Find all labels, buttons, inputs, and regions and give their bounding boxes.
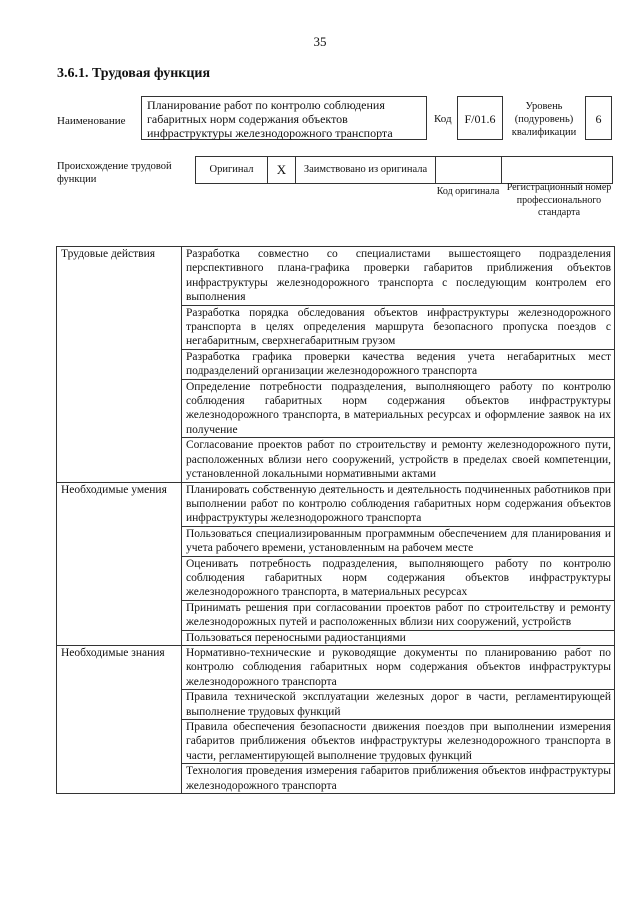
reg-number-cell xyxy=(502,157,612,183)
section-item: Разработка порядка обследования объектов инфраструктуры железнодорожного транспорта в целях определения маршрута безопасного пропуска поездов с негабаритным, сверхнегабаритным грузом xyxy=(182,305,615,349)
section-item: Пользоваться переносными радиостанциями xyxy=(182,630,615,645)
section-item: Определение потребности подразделения, выполняющего работу по контролю соблюдения габаритных норм содержания объектов инфраструктуры железнодорожного транспорта, в материальных ресурсах и оформление заявок на их получение xyxy=(182,379,615,438)
function-table xyxy=(56,246,615,794)
origin-row xyxy=(195,156,613,184)
level-label: Уровень (подуровень) квалификации xyxy=(511,101,577,138)
section-item: Нормативно-технические и руководящие документы по планированию работ по контролю соблюдения габаритных норм содержания объектов инфраструктуры железнодорожного транспорта xyxy=(182,645,615,689)
section-item: Планировать собственную деятельность и деятельность подчиненных работников при выполнении работ по контролю соблюдения габаритных норм содержания объектов инфраструктуры железнодорожного транспорта xyxy=(182,482,615,526)
section-item: Оценивать потребность подразделения, выполняющего работу по контролю соблюдения габаритных норм содержания объектов инфраструктуры железнодорожного транспорта, в материальных ресурсах xyxy=(182,556,615,600)
table-row xyxy=(57,247,615,306)
section-item: Пользоваться специализированным программным обеспечением для планирования и учета рабочего времени, установленным на рабочем месте xyxy=(182,526,615,556)
reg-number-label: Регистрационный номер профессионального стандарта xyxy=(506,182,612,218)
original-mark: X xyxy=(268,157,296,183)
origin-label: Происхождение трудовой функции xyxy=(57,161,172,185)
original-label: Оригинал xyxy=(196,157,268,183)
function-name: Планирование работ по контролю соблюдения габаритных норм содержания объектов инфраструктуры железнодорожного транспорта xyxy=(141,96,427,140)
code-label: Код xyxy=(434,113,452,125)
section-item: Разработка совместно со специалистами вышестоящего подразделения перспективного плана-графика проверки габаритов приближения объектов инфраструктуры железнодорожного транспорта с последующим контролем его выполнения xyxy=(182,247,615,306)
page-number: 35 xyxy=(313,34,327,49)
section-category: Трудовые действия xyxy=(57,247,182,483)
table-row xyxy=(57,482,615,526)
function-table-body xyxy=(57,247,615,794)
section-item: Правила технической эксплуатации железных дорог в части, регламентирующей выполнение трудовых функций xyxy=(182,690,615,720)
original-code-cell xyxy=(436,157,502,183)
level-value: 6 xyxy=(585,96,612,140)
section-item: Разработка графика проверки качества ведения учета негабаритных мест подразделений организации железнодорожного транспорта xyxy=(182,349,615,379)
section-category: Необходимые умения xyxy=(57,482,182,645)
section-item: Принимать решения при согласовании проектов работ по строительству и ремонту железнодорожных путей и расположенных вблизи них сооружений, устройств xyxy=(182,600,615,630)
section-title: 3.6.1. Трудовая функция xyxy=(57,66,211,81)
name-label: Наименование xyxy=(57,115,126,127)
section-item: Правила обеспечения безопасности движения поездов при выполнении измерения габаритов приближения объектов инфраструктуры железнодорожного транспорта в части, регламентирующей выполнение трудовых функций xyxy=(182,720,615,764)
original-code-label: Код оригинала xyxy=(436,186,500,197)
borrowed-label: Заимствовано из оригинала xyxy=(296,157,436,183)
section-category: Необходимые знания xyxy=(57,645,182,793)
function-code: F/01.6 xyxy=(457,96,503,140)
section-item: Согласование проектов работ по строительству и ремонту железнодорожного пути, расположенных вблизи него сооружений, устройств в пределах своей компетенции, установленной локальными нормативными актами xyxy=(182,438,615,482)
table-row xyxy=(57,645,615,689)
section-item: Технология проведения измерения габаритов приближения объектов инфраструктуры железнодорожного транспорта xyxy=(182,764,615,794)
